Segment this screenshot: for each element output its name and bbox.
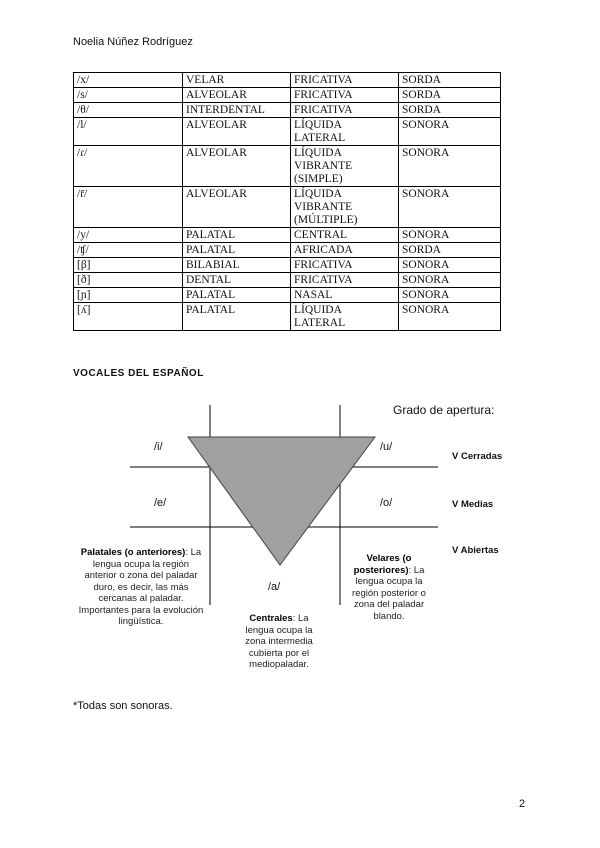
phoneme-symbol-cell: [β]	[74, 258, 183, 273]
velares-title: Velares (o posteriores)	[353, 553, 412, 576]
palatales-title: Palatales (o anteriores)	[80, 547, 186, 558]
articulation-mode-cell: FRICATIVA	[291, 73, 399, 88]
phoneme-symbol-cell: /s/	[74, 88, 183, 103]
articulation-point-cell: ALVEOLAR	[183, 118, 291, 146]
page-number: 2	[519, 798, 526, 810]
vowel-a-label: /a/	[268, 581, 281, 593]
vowel-diagram	[60, 395, 540, 685]
palatales-text: : La lengua ocupa la región anterior o zona del paladar duro, es decir, las más cercanas al paladar. Importantes para la evolución lingüística.	[78, 547, 204, 627]
table-row	[74, 88, 501, 103]
open-vowels-label: V Abiertas	[452, 545, 499, 556]
section-title: VOCALES DEL ESPAÑOL	[73, 368, 204, 379]
articulation-point-cell: PALATAL	[183, 243, 291, 258]
articulation-point-cell: PALATAL	[183, 303, 291, 331]
vowel-o-label: /o/	[380, 497, 393, 509]
articulation-mode-cell: FRICATIVA	[291, 88, 399, 103]
phoneme-symbol-cell: [ð]	[74, 273, 183, 288]
voicing-cell: SORDA	[399, 103, 501, 118]
vowel-u-label: /u/	[380, 441, 393, 453]
articulation-mode-cell: CENTRAL	[291, 228, 399, 243]
phoneme-symbol-cell: /r̄/	[74, 187, 183, 228]
author-name: Noelia Núñez Rodríguez	[73, 36, 193, 48]
table-row	[74, 288, 501, 303]
voicing-cell: SORDA	[399, 243, 501, 258]
phoneme-symbol-cell: /ʧ/	[74, 243, 183, 258]
phoneme-symbol-cell: /l/	[74, 118, 183, 146]
articulation-point-cell: INTERDENTAL	[183, 103, 291, 118]
articulation-mode-cell: NASAL	[291, 288, 399, 303]
articulation-mode-cell: LÍQUIDA LATERAL	[291, 118, 399, 146]
centrales-text: : La lengua ocupa la zona intermedia cubierta por el mediopaladar.	[245, 613, 313, 670]
mid-vowels-label: V Medias	[452, 499, 494, 510]
voicing-cell: SONORA	[399, 187, 501, 228]
table-row	[74, 243, 501, 258]
articulation-mode-cell: AFRICADA	[291, 243, 399, 258]
table-row	[74, 303, 501, 331]
voicing-cell: SORDA	[399, 73, 501, 88]
voicing-cell: SONORA	[399, 258, 501, 273]
voicing-cell: SONORA	[399, 273, 501, 288]
table-row	[74, 73, 501, 88]
consonant-table	[73, 72, 501, 331]
voicing-cell: SORDA	[399, 88, 501, 103]
table-row	[74, 146, 501, 187]
articulation-point-cell: DENTAL	[183, 273, 291, 288]
articulation-point-cell: ALVEOLAR	[183, 88, 291, 103]
articulation-mode-cell: FRICATIVA	[291, 103, 399, 118]
articulation-mode-cell: LÍQUIDA VIBRANTE (SIMPLE)	[291, 146, 399, 187]
table-row	[74, 258, 501, 273]
table-row	[74, 103, 501, 118]
centrales-description	[238, 613, 320, 671]
centrales-title: Centrales	[249, 613, 293, 624]
voicing-cell: SONORA	[399, 146, 501, 187]
articulation-point-cell: PALATAL	[183, 288, 291, 303]
table-row	[74, 118, 501, 146]
footnote: *Todas son sonoras.	[73, 700, 173, 712]
closed-vowels-label: V Cerradas	[452, 451, 503, 462]
voicing-cell: SONORA	[399, 118, 501, 146]
diagram-title: Grado de apertura:	[393, 403, 495, 417]
phoneme-symbol-cell: [ʎ]	[74, 303, 183, 331]
vowel-i-label: /i/	[154, 441, 163, 453]
articulation-mode-cell: LÍQUIDA LATERAL	[291, 303, 399, 331]
table-row	[74, 187, 501, 228]
articulation-mode-cell: FRICATIVA	[291, 273, 399, 288]
vowel-triangle	[188, 437, 375, 565]
table-row	[74, 273, 501, 288]
articulation-mode-cell: LÍQUIDA VIBRANTE (MÚLTIPLE)	[291, 187, 399, 228]
articulation-point-cell: ALVEOLAR	[183, 187, 291, 228]
articulation-point-cell: ALVEOLAR	[183, 146, 291, 187]
articulation-mode-cell: FRICATIVA	[291, 258, 399, 273]
voicing-cell: SONORA	[399, 288, 501, 303]
palatales-description	[76, 547, 206, 628]
voicing-cell: SONORA	[399, 228, 501, 243]
table-row	[74, 228, 501, 243]
phoneme-symbol-cell: [ɲ]	[74, 288, 183, 303]
velares-description	[346, 553, 432, 622]
vowel-e-label: /e/	[154, 497, 167, 509]
velares-text: : La lengua ocupa la región posterior o zona del paladar blando.	[352, 564, 426, 622]
phoneme-symbol-cell: /θ/	[74, 103, 183, 118]
articulation-point-cell: BILABIAL	[183, 258, 291, 273]
phoneme-symbol-cell: /ɾ/	[74, 146, 183, 187]
voicing-cell: SONORA	[399, 303, 501, 331]
phoneme-symbol-cell: /y/	[74, 228, 183, 243]
phoneme-symbol-cell: /x/	[74, 73, 183, 88]
articulation-point-cell: VELAR	[183, 73, 291, 88]
articulation-point-cell: PALATAL	[183, 228, 291, 243]
